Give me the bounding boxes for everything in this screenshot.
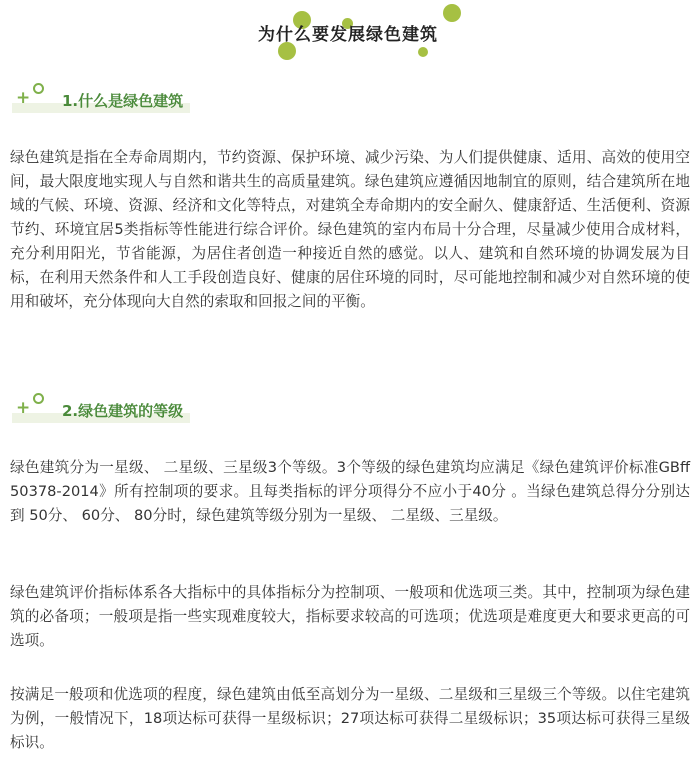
decor-dot-bottom-right — [418, 47, 428, 57]
ring-icon — [33, 393, 44, 404]
title-banner — [0, 0, 696, 60]
section2-paragraph-3: 按满足一般项和优选项的程度，绿色建筑由低至高划分为一星级、二星级和三星级三个等级。以住宅建筑为例，一般情况下，18项达标可获得一星级标识；27项达标可获得二星级标识；35项达标可获得三星级标识。 — [10, 686, 690, 751]
section-heading-1 — [12, 86, 202, 116]
plus-icon: + — [16, 88, 31, 108]
section-heading-label: 1.什么是绿色建筑 — [62, 92, 184, 110]
section1-paragraph: 绿色建筑是指在全寿命周期内，节约资源、保护环境、减少污染、为人们提供健康、适用、高效的使用空间，最大限度地实现人与自然和谐共生的高质量建筑。绿色建筑应遵循因地制宜的原则，结合建筑所在地域的气候、环境、资源、经济和文化等特点，对建筑全寿命期内的安全耐久、健康舒适、生活便利、资源节约、环境宜居5类指标等性能进行综合评价。绿色建筑的室内布局十分合理，尽量减少使用合成材料，充分利用阳光，节省能源，为居住者创造一种接近自然的感觉。以人、建筑和自然环境的协调发展为目标，在利用天然条件和人工手段创造良好、健康的居住环境的同时，尽可能地控制和减少对自然环境的使用和破坏，充分体现向大自然的索取和回报之间的平衡。 — [10, 149, 690, 310]
ring-icon — [33, 83, 44, 94]
section-heading-2 — [12, 396, 202, 426]
section-heading-label: 2.绿色建筑的等级 — [62, 402, 184, 420]
page-title: 为什么要发展绿色建筑 — [258, 25, 438, 45]
plus-icon: + — [16, 398, 31, 418]
section2-paragraph-1: 绿色建筑分为一星级、 二星级、三星级3个等级。3个等级的绿色建筑均应满足《绿色建筑评价标准GBff 50378-2014》所有控制项的要求。且每类指标的评分项得分不应小于40分 。当绿色建筑总得分分别达到 50分、 60分、 80分时，绿色建筑等级分别为一星级、 二星级、三星级。 — [10, 459, 690, 524]
section2-paragraph-2: 绿色建筑评价指标体系各大指标中的具体指标分为控制项、一般项和优选项三类。其中，控制项为绿色建筑的必备项；一般项是指一些实现难度较大，指标要求较高的可选项；优选项是难度更大和要求更高的可选项。 — [10, 584, 690, 649]
